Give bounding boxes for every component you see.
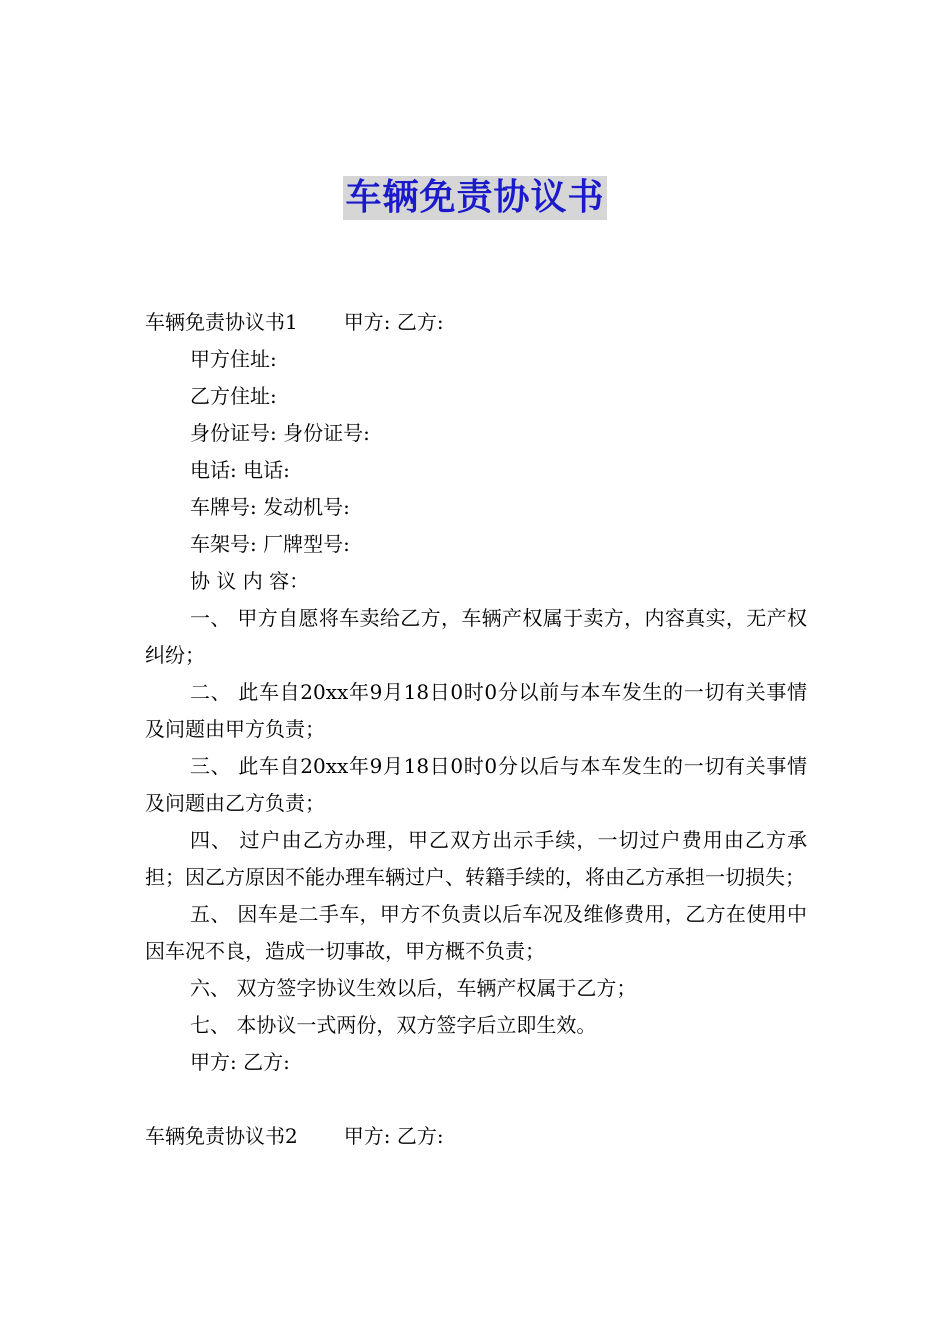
document-title: 车辆免责协议书 [345,177,605,218]
clause-3: 三、 此车自20xx年9月18日0时0分以后与本车发生的一切有关事情及问题由乙方负责； [145,754,807,815]
agreement-content-label: 协 议 内 容： [190,569,310,593]
title-container [0,176,950,220]
plate-engine-field: 车牌号: 发动机号: [190,495,350,519]
id-number-field: 身份证号: 身份证号: [190,421,370,445]
clause-7: 七、 本协议一式两份，双方签字后立即生效。 [190,1013,597,1037]
agreement-1-heading-title: 车辆免责协议书1 [145,310,298,334]
clause-6: 六、 双方签字协议生效以后，车辆产权属于乙方； [190,976,637,1000]
phone-field: 电话: 电话: [190,458,290,482]
agreement-2-heading-parties: 甲方: 乙方: [343,1124,444,1148]
party-a-address-field: 甲方住址: [190,347,277,371]
agreement-2-heading [145,1118,807,1155]
agreement-1-heading-parties: 甲方: 乙方: [343,310,444,334]
agreement-1-heading [145,304,807,341]
party-b-address-field: 乙方住址: [190,384,277,408]
section-spacer [145,1081,807,1118]
clause-2: 二、 此车自20xx年9月18日0时0分以前与本车发生的一切有关事情及问题由甲方负责； [145,680,807,741]
frame-model-field: 车架号: 厂牌型号: [190,532,350,556]
agreement-2-heading-title: 车辆免责协议书2 [145,1124,298,1148]
signature-line: 甲方: 乙方: [190,1050,290,1074]
clause-4: 四、 过户由乙方办理，甲乙双方出示手续，一切过户费用由乙方承担；因乙方原因不能办理车辆过户、转籍手续的，将由乙方承担一切损失； [145,828,807,889]
clause-1: 一、 甲方自愿将车卖给乙方，车辆产权属于卖方，内容真实，无产权纠纷； [145,606,807,667]
document-body [145,304,807,1155]
clause-5: 五、 因车是二手车，甲方不负责以后车况及维修费用，乙方在使用中因车况不良，造成一切事故，甲方概不负责； [145,902,807,963]
